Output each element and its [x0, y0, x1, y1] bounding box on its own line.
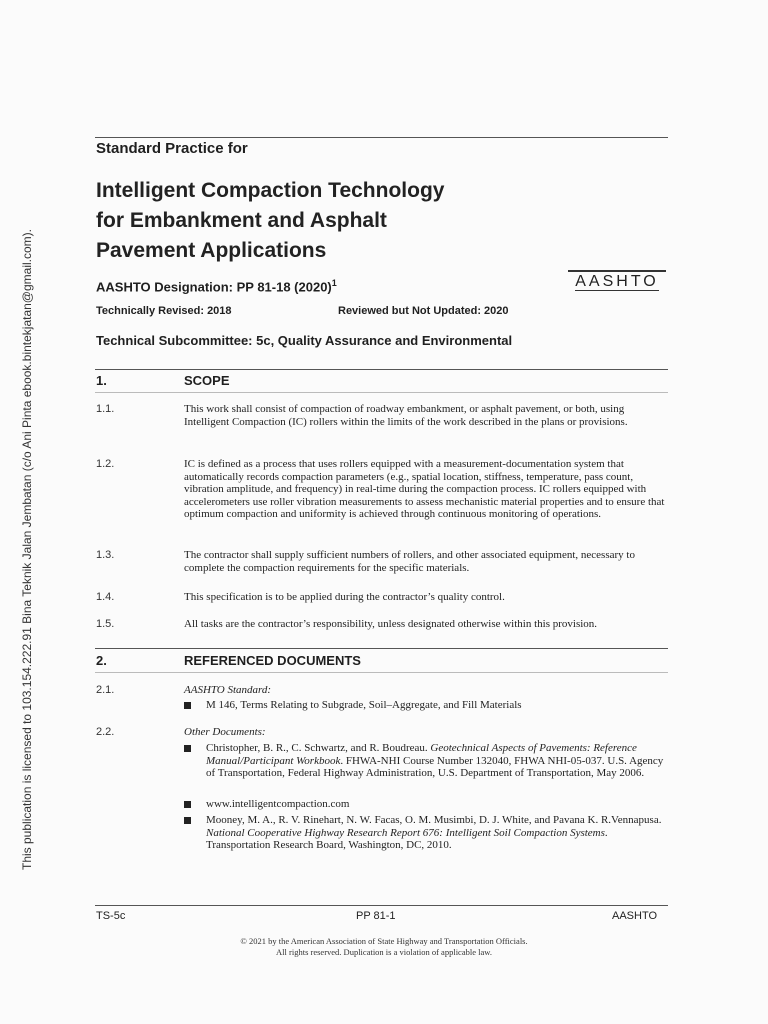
bullet-square-icon	[184, 745, 191, 752]
ref-title: National Cooperative Highway Research Report 676: Intelligent Soil Compaction Systems	[206, 826, 605, 839]
clause-1-3-number: 1.3.	[96, 549, 115, 561]
designation-footnote: 1	[331, 278, 337, 288]
bullet-text: M 146, Terms Relating to Subgrade, Soil–Aggregate, and Fill Materials	[206, 699, 522, 711]
clause-1-4-text: This specification is to be applied during the contractor’s quality control.	[184, 591, 505, 603]
clause-1-5-text: All tasks are the contractor’s responsibility, unless designated otherwise within this provision.	[184, 618, 598, 630]
title-line-1: Intelligent Compaction Technology	[96, 179, 445, 202]
clause-1-5-number: 1.5.	[96, 618, 115, 630]
title-line-2: for Embankment and Asphalt	[96, 209, 387, 232]
footer-rule	[95, 905, 668, 906]
ref-authors: Christopher, B. R., C. Schwartz, and R. Boudreau.	[206, 742, 431, 754]
reviewed-status: Reviewed but Not Updated: 2020	[338, 305, 509, 317]
section-2-title: REFERENCED DOCUMENTS	[184, 653, 361, 668]
section-1-title: SCOPE	[184, 373, 230, 388]
section-1-rule	[95, 369, 668, 370]
footer-left: TS-5c	[96, 910, 126, 922]
footer-page-number: PP 81-1	[356, 910, 396, 922]
copyright-line-2: All rights reserved. Duplication is a violation of applicable law.	[276, 947, 492, 957]
standard-practice-label: Standard Practice for	[96, 140, 248, 157]
clause-1-3-text: The contractor shall supply sufficient numbers of rollers, and other associated equipment, necessary to complete the compaction requirements for the specific materials.	[184, 549, 635, 574]
section-2-number: 2.	[96, 653, 107, 668]
reference-website: www.intelligentcompaction.com	[206, 798, 350, 810]
section-1-underline	[95, 392, 668, 393]
clause-2-2-number: 2.2.	[96, 726, 115, 738]
technical-subcommittee: Technical Subcommittee: 5c, Quality Assurance and Environmental	[96, 333, 513, 348]
document-title	[96, 176, 444, 266]
aashto-logo	[568, 270, 666, 291]
section-1-number: 1.	[96, 373, 107, 388]
copyright-line-1: © 2021 by the American Association of State Highway and Transportation Officials.	[240, 936, 528, 946]
copyright	[0, 936, 768, 958]
bullet-square-icon	[184, 801, 191, 808]
designation	[96, 278, 337, 294]
clause-1-2-number: 1.2.	[96, 458, 115, 470]
reference-mooney	[206, 814, 666, 852]
reference-christopher	[206, 742, 666, 780]
footer-right: AASHTO	[612, 910, 658, 922]
license-notice: This publication is licensed to 103.154.222.91 Bina Teknik Jalan Jembatan (c/o Ani Pinta ebook.bintekjatan@gmail.com).	[20, 228, 34, 870]
title-line-3: Pavement Applications	[96, 239, 327, 262]
technically-revised: Technically Revised: 2018	[96, 305, 232, 317]
ref-details: . FHWA-NHI Course Number 132040, FHWA NHI-05-037. U.S. Agency of Transportation, Federal Highway Administration, U.S. Department of Transportation, May 2006.	[206, 754, 664, 780]
clause-1-4-number: 1.4.	[96, 591, 115, 603]
clause-1-1-text: This work shall consist of compaction of roadway embankment, or asphalt pavement, or both, using Intelligent Compaction (IC) rollers within the limits of the work described in the plans or provisions.	[184, 403, 628, 428]
clause-2-1-heading: AASHTO Standard:	[184, 684, 272, 696]
ref-title: Geotechnical Aspects of Pavements: Reference Manual/Participant Workbook	[206, 742, 637, 767]
clause-1-2-text: IC is defined as a process that uses rollers equipped with a measurement-documentation system that automatically records compaction parameters (e.g., spatial location, stiffness, temperature, pass count, vibration amplitude, and frequency) in real-time during the compaction process. IC rollers equipped with accelerometers use roller vibration measurements to assess mechanistic material properties and to ensure that optimum compaction and uniformity is achieved through continuous monitoring of operations.	[184, 458, 665, 521]
ref-authors: Mooney, M. A., R. V. Rinehart, N. W. Facas, O. M. Musimbi, D. J. White, and Pavana K. R.Vennapusa.	[206, 814, 662, 826]
clause-2-2-heading: Other Documents:	[184, 726, 266, 738]
clause-2-1-number: 2.1.	[96, 684, 115, 696]
top-rule	[95, 137, 668, 138]
section-2-underline	[95, 672, 668, 673]
section-2-rule	[95, 648, 668, 649]
bullet-square-icon	[184, 817, 191, 824]
ref-details: . Transportation Research Board, Washington, DC, 2010.	[206, 826, 608, 852]
designation-text: AASHTO Designation: PP 81-18 (2020)	[96, 279, 332, 295]
clause-1-1-number: 1.1.	[96, 403, 115, 415]
bullet-square-icon	[184, 702, 191, 709]
logo-text: AASHTO	[575, 273, 659, 290]
